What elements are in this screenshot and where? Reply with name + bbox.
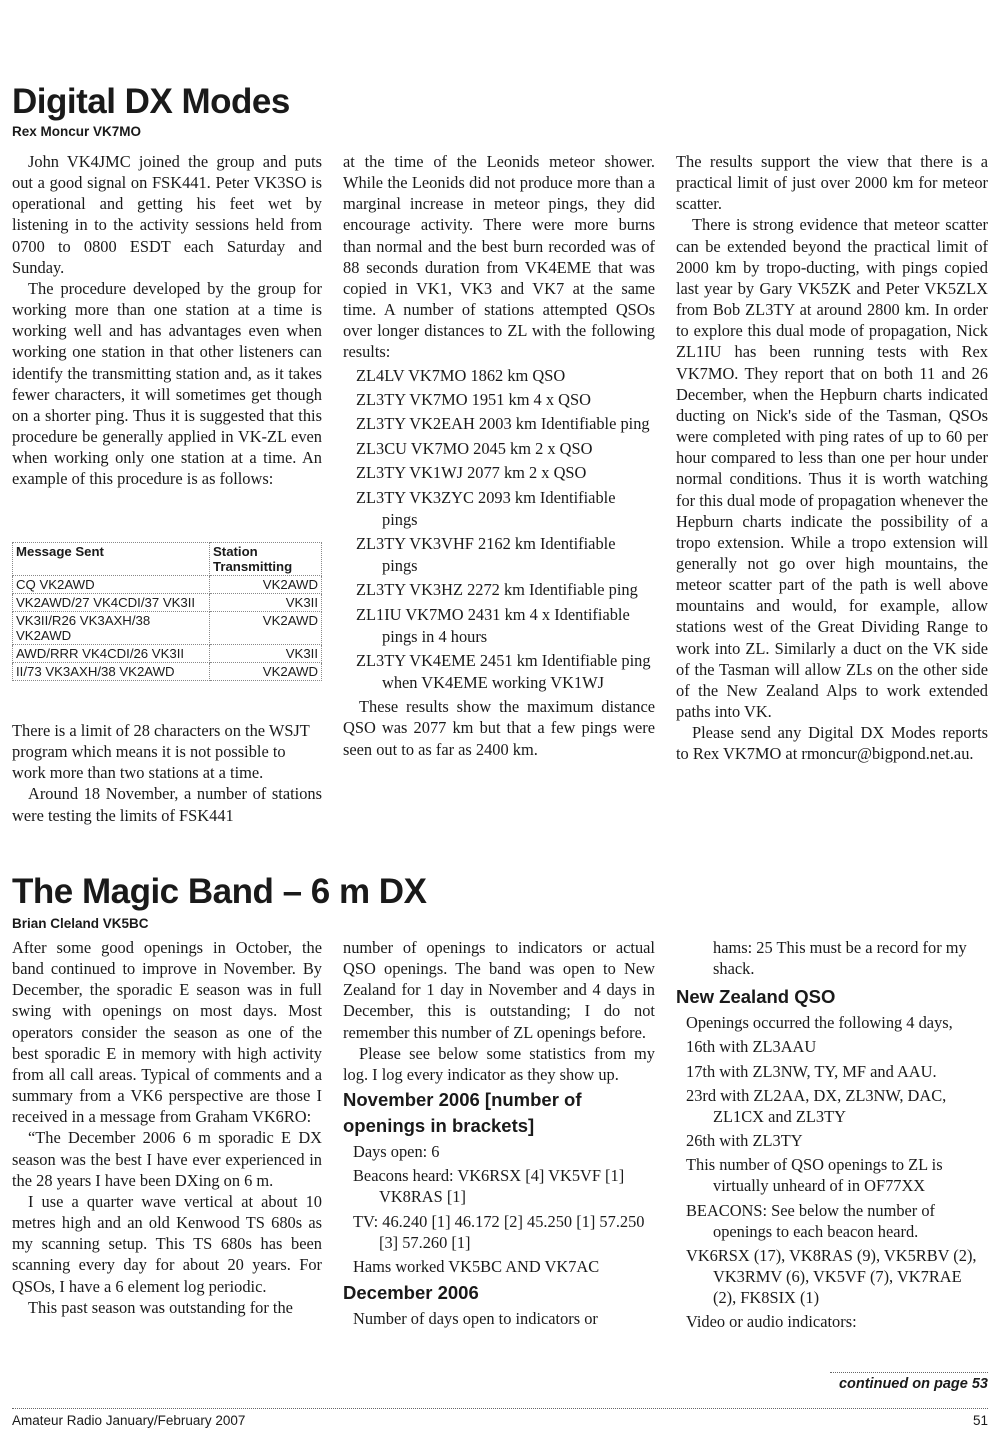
page-number: 51 — [972, 1413, 988, 1428]
list-item: 16th with ZL3AAU — [686, 1037, 817, 1057]
table-cell: VK3II — [210, 645, 322, 663]
paragraph: The results support the view that there is a practical limit of just over 2000 km for meteor scatter. — [676, 152, 988, 214]
table-cell: VK2AWD — [210, 663, 322, 681]
list-item: 17th with ZL3NW, TY, MF and AAU. — [686, 1061, 937, 1081]
footer-rule — [12, 1408, 988, 1409]
paragraph: number of openings to indicators or actual QSO openings. The band was open to New Zealand for 1 day in November and 4 days in December, this is outstanding; I do not remember this number of ZL openings before. — [343, 938, 655, 1042]
paragraph: There is a limit of 28 characters on the WSJT program which means it is not possible to work more than two stations at a time. — [12, 721, 310, 783]
list-item: 23rd with ZL2AA, DX, ZL3NW, DAC, ZL1CX and ZL3TY — [686, 1085, 947, 1126]
list-item: Openings occurred the following 4 days, — [686, 1013, 953, 1033]
new-zealand-heading: New Zealand QSO — [676, 986, 836, 1008]
table-row — [13, 576, 322, 594]
paragraph: This past season was outstanding for the — [28, 1297, 293, 1317]
table-row — [13, 663, 322, 681]
list-item: ZL3TY VK3HZ 2272 km Identifiable ping — [356, 580, 638, 600]
list-item: Days open: 6 — [353, 1142, 440, 1162]
table-header-row — [13, 543, 322, 576]
list-item: ZL3TY VK7MO 1951 km 4 x QSO — [356, 389, 591, 409]
list-item: ZL3TY VK4EME 2451 km Identifiable ping when VK4EME working VK1WJ — [356, 650, 651, 692]
paragraph: The procedure developed by the group for working more than one station at a time is working well and has advantages even when working one station in that other listeners can identify the transmitting station and, as it takes fewer characters, it will sometimes get though on a shorter ping. Thus it is suggested that this procedure be generally applied in VK-ZL even when working only one station at a time. An example of this procedure is as follows: — [12, 278, 322, 489]
paragraph: “The December 2006 6 m sporadic E DX season was the best I have ever experienced in the 28 years I have been DXing on 6 m. — [12, 1128, 322, 1190]
results-list — [343, 365, 655, 694]
list-item: 26th with ZL3TY — [686, 1131, 803, 1151]
list-item: ZL3TY VK3VHF 2162 km Identifiable pings — [356, 533, 616, 575]
list-item: Video or audio indicators: — [686, 1312, 857, 1332]
table-header: Message Sent — [13, 543, 210, 576]
paragraph: Please see below some statistics from my log. I log every indicator as they show up. — [343, 1043, 655, 1084]
list-item: BEACONS: See below the number of openings to each beacon heard. — [686, 1200, 936, 1241]
paragraph: There is strong evidence that meteor scatter can be extended beyond the practical limit of 2000 km by tropo-ducting, with pings copied last year by Gary VK5ZK and Peter VK5ZLX from Bob ZL3TY at around 2800 km. In order to explore this dual mode of propagation, Nick ZL1IU has been running tests with Rex VK7MO. They report that on both 11 and 26 December, when the Hepburn charts indicated ducting on Nick's side of the Tasman, QSOs were completed with ping rates of up to 60 per hour compared to less than one per hour under normal conditions. Thus it is worth watching for this dual mode of propagation whenever the Hepburn charts indicate the possibility of a tropo extension. While a tropo extension will generally not go over high mountains, the meteor scatter part of the path is well above mountains and would, for example, allow stations west of the Great Dividing Range to work into ZL. Similarly a duct on the VK side of the Tasman will allow ZLs on the other side of the New Zealand Alps to work extended paths into VK. — [676, 215, 988, 722]
table-row — [13, 612, 322, 645]
paragraph: I use a quarter wave vertical at about 10 metres high and an old Kenwood TS 680s as my scanning setup. This TS 680s has been scanning every day for about 20 years. For QSOs, I have a 6 element log periodic. — [12, 1191, 322, 1296]
table-header: Station Transmitting — [210, 543, 322, 576]
article1-column-1-lower — [12, 720, 322, 826]
paragraph: These results show the maximum distance QSO was 2077 km but that a few pings were seen out to as far as 2400 km. — [343, 697, 655, 759]
article1-title: Digital DX Modes — [12, 82, 290, 121]
list-item: Hams worked VK5BC AND VK7AC — [353, 1256, 600, 1276]
list-item: ZL1IU VK7MO 2431 km 4 x Identifiable pings in 4 hours — [356, 604, 630, 646]
paragraph: Around 18 November, a number of stations were testing the limits of FSK441 — [12, 784, 322, 825]
list-item: VK6RSX (17), VK8RAS (9), VK5RBV (2), VK3RMV (6), VK5VF (7), VK7RAE (2), FK8SIX (1) — [686, 1245, 977, 1308]
article2-column-2 — [343, 937, 655, 1329]
paragraph: John VK4JMC joined the group and puts out a good signal on FSK441. Peter VK3SO is operational and getting his feet wet by listening in to the activity sessions held from 0700 to 0800 ESDT each Saturday and Sunday. — [12, 152, 322, 277]
table-cell: VK3II — [210, 594, 322, 612]
paragraph: Please send any Digital DX Modes reports to Rex VK7MO at rmoncur@bigpond.net.au. — [676, 723, 988, 764]
november-heading: November 2006 [number of openings in brackets] — [343, 1089, 582, 1137]
list-item: This number of QSO openings to ZL is virtually unheard of in OF77XX — [686, 1155, 943, 1196]
table-row — [13, 594, 322, 612]
december-heading: December 2006 — [343, 1282, 479, 1304]
list-item: TV: 46.240 [1] 46.172 [2] 45.250 [1] 57.250 [3] 57.260 [1] — [353, 1211, 645, 1252]
paragraph: After some good openings in October, the band continued to improve in November. By December, the sporadic E season was in full swing with openings on most days. Most operators consider the season as one of the best sporadic E in memory with high activity from all call areas. Typical of comments and a summary from a VK6 perspective are those I received in a message from Graham VK6RO: — [12, 938, 322, 1127]
table-row — [13, 645, 322, 663]
list-item: Beacons heard: VK6RSX [4] VK5VF [1] VK8RAS [1] — [353, 1166, 625, 1207]
list-item: ZL3TY VK2EAH 2003 km Identifiable ping — [356, 414, 650, 434]
message-table — [12, 542, 322, 681]
list-item: ZL3TY VK1WJ 2077 km 2 x QSO — [356, 463, 587, 483]
article2-title: The Magic Band – 6 m DX — [12, 872, 427, 911]
table-cell: VK3II/R26 VK3AXH/38 VK2AWD — [13, 612, 210, 645]
list-item: Number of days open to indicators or — [353, 1309, 598, 1329]
article1-column-1 — [12, 151, 322, 490]
list-item: ZL4LV VK7MO 1862 km QSO — [356, 365, 566, 385]
article1-column-3 — [676, 151, 988, 765]
table-cell: CQ VK2AWD — [13, 576, 210, 594]
table-cell: VK2AWD — [210, 612, 322, 645]
continued-note: continued on page 53 — [838, 1376, 988, 1392]
paragraph: at the time of the Leonids meteor shower. While the Leonids did not produce more than a marginal increase in meteor pings, they did encourage activity. There were more burns than normal and the best burn recorded was of 88 seconds duration from VK4EME that was copied in VK1, VK3 and VK7 at the same time. A number of stations attempted QSOs over longer distances to ZL with the following results: — [343, 152, 655, 362]
footer-publication: Amateur Radio January/February 2007 — [12, 1413, 246, 1428]
article1-column-2 — [343, 151, 655, 760]
continued-rule — [830, 1372, 988, 1373]
paragraph: hams: 25 This must be a record for my shack. — [713, 938, 967, 979]
table-cell: VK2AWD — [210, 576, 322, 594]
article2-column-3 — [676, 937, 988, 1333]
article1-byline: Rex Moncur VK7MO — [12, 124, 142, 139]
article2-byline: Brian Cleland VK5BC — [12, 916, 149, 931]
table-cell: VK2AWD/27 VK4CDI/37 VK3II — [13, 594, 210, 612]
article2-column-1 — [12, 937, 322, 1318]
list-item: ZL3TY VK3ZYC 2093 km Identifiable pings — [356, 487, 616, 529]
table-cell: II/73 VK3AXH/38 VK2AWD — [13, 663, 210, 681]
table-cell: AWD/RRR VK4CDI/26 VK3II — [13, 645, 210, 663]
list-item: ZL3CU VK7MO 2045 km 2 x QSO — [356, 438, 593, 458]
